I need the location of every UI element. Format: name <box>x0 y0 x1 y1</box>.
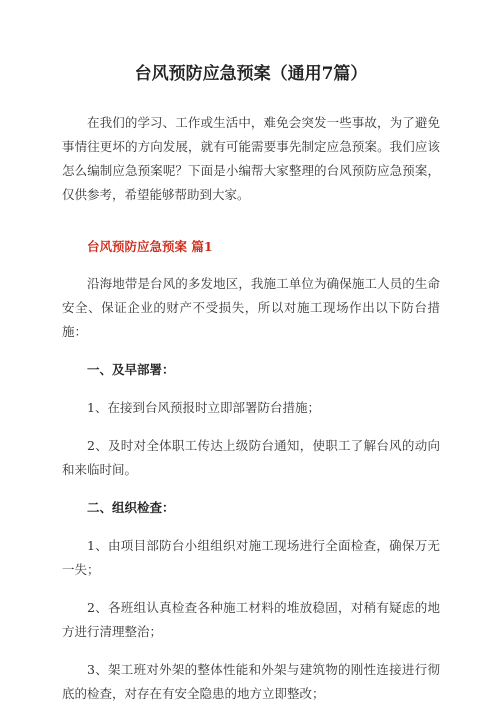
part1-item-1: 1、在接到台风预报时立即部署防台措施； <box>87 400 320 415</box>
section-intro-paragraph: 沿海地带是台风的多发地区，我施工单位为确保施工人员的生命安全、保证企业的财产不受损失，所以对施工现场作出以下防台措施： <box>62 276 440 339</box>
part2-item-2: 2、各班组认真检查各种施工材料的堆放稳固，对稍有疑虑的地方进行清理整治； <box>62 600 440 639</box>
document-title: 台风预防应急预案（通用7篇） <box>134 64 368 84</box>
part2-item-3: 3、架工班对外架的整体性能和外架与建筑物的刚性连接进行彻底的检查，对存在有安全隐患的地方立即整改； <box>62 662 440 701</box>
intro-paragraph: 在我们的学习、工作或生活中，难免会突发一些事故，为了避免事情往更坏的方向发展，就有可能需要事先制定应急预案。我们应该怎么编制应急预案呢？下面是小编帮大家整理的台风预防应急预案，仅供参考，希望能够帮助到大家。 <box>62 115 440 202</box>
part1-item-2: 2、及时对全体职工传达上级防台通知，使职工了解台风的动向和来临时间。 <box>62 438 440 477</box>
section-title: 台风预防应急预案 篇1 <box>87 239 213 254</box>
part2-item-1: 1、由项目部防台小组组织对施工现场进行全面检查，确保万无一失； <box>62 538 440 577</box>
part2-heading: 二、组织检查： <box>87 500 175 515</box>
part1-heading: 一、及早部署： <box>87 362 175 377</box>
